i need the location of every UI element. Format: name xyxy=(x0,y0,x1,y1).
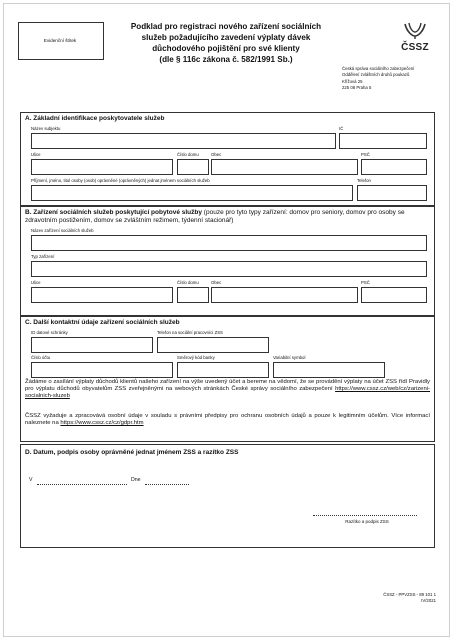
section-d-title: D. Datum, podpis osoby oprávněné jednat jménem ZSS a razítko ZSS xyxy=(25,449,239,456)
signature-caption: Razítko a podpis ZSS xyxy=(345,519,389,524)
facility-house-number-input[interactable] xyxy=(177,287,209,303)
phone-input[interactable] xyxy=(357,185,427,201)
label-town: Obec xyxy=(211,280,222,285)
place-label: V xyxy=(29,477,33,483)
form-code: ČSSZ - PPVZSS - 89 101 1 xyxy=(383,592,436,597)
rules-link[interactable]: https://www.cssz.cz/web/cz/zarizeni-socialnich-sluzeb xyxy=(25,386,431,400)
form-title xyxy=(110,21,342,65)
title-line: služeb požadujícího zavedení výplaty dávek xyxy=(141,33,311,42)
town-input[interactable] xyxy=(211,159,358,175)
label-phone: Telefon xyxy=(357,178,371,183)
section-b-title xyxy=(25,209,430,225)
label-house-number: Číslo domu xyxy=(177,152,199,157)
title-line: Podklad pro registraci nového zařízení sociálních xyxy=(130,22,322,31)
facility-psc-input[interactable] xyxy=(361,287,427,303)
label-account-number: Číslo účtu xyxy=(31,355,51,360)
psc-input[interactable] xyxy=(361,159,427,175)
gdpr-text: ČSSZ vyžaduje a zpracovává osobní údaje v souladu s právními předpisy pro ochranu osobních údajů a pouze k legitimním účelům. Více informací naleznete na xyxy=(25,413,430,427)
address-line: Oddělení zvláštních druhů poukazů xyxy=(342,72,410,78)
label-authorized-person: Příjmení, jméno, titul osoby (osob) oprávněné (oprávněných) jednat jménem sociálních služeb xyxy=(31,178,210,183)
section-c-title: C. Další kontaktní údaje zařízení sociálních služeb xyxy=(25,319,180,326)
label-town: Obec xyxy=(211,152,222,157)
label-facility-name: Název zařízení sociálních služeb xyxy=(31,228,94,233)
section-b-title-bold: B. Zařízení sociálních služeb poskytující pobytové služby xyxy=(25,209,202,216)
variable-symbol-input[interactable] xyxy=(273,362,385,378)
ic-input[interactable] xyxy=(339,133,427,149)
label-ic: IČ xyxy=(339,126,344,131)
section-a-title: A. Základní identifikace poskytovatele služeb xyxy=(25,115,165,122)
label-data-box-id: ID datové schránky xyxy=(31,330,68,335)
label-street: Ulice xyxy=(31,280,41,285)
place-input[interactable] xyxy=(37,484,127,485)
form-version: IV/2021 xyxy=(421,598,436,603)
payout-consent-paragraph xyxy=(25,379,430,401)
authorized-person-input[interactable] xyxy=(31,185,353,201)
section-c xyxy=(20,316,435,442)
label-psc: PSČ xyxy=(361,280,370,285)
address-line: Křížová 25 xyxy=(342,78,363,84)
stamp-label: Evidenční štítek xyxy=(43,38,77,43)
subject-name-input[interactable] xyxy=(31,133,336,149)
label-facility-type: Typ zařízení xyxy=(31,254,55,259)
section-b xyxy=(20,206,435,316)
gdpr-link[interactable]: https://www.cssz.cz/cz/gdpr.htm xyxy=(60,420,144,427)
data-box-id-input[interactable] xyxy=(31,337,153,353)
account-number-input[interactable] xyxy=(31,362,173,378)
office-address xyxy=(342,66,442,92)
form-footer xyxy=(356,592,436,604)
label-subject-name: Název subjektu xyxy=(31,126,61,131)
label-variable-symbol: Variabilní symbol xyxy=(273,355,306,360)
gdpr-paragraph xyxy=(25,413,430,427)
house-number-input[interactable] xyxy=(177,159,209,175)
label-worker-phone: Telefon na sociální pracovníci ZSS xyxy=(157,330,223,335)
label-bank-code: Směrový kód banky xyxy=(177,355,215,360)
label-street: Ulice xyxy=(31,152,41,157)
date-label: Dne xyxy=(131,477,141,483)
section-a xyxy=(20,112,435,206)
signature-line[interactable] xyxy=(313,515,417,516)
facility-town-input[interactable] xyxy=(211,287,358,303)
section-b-title-note: (pouze pro tyto typy zařízení: domov pro seniory, domov pro osoby se zdravotním postižením, domov se zvláštním režimem, týdenní stacionář) xyxy=(25,209,405,225)
title-line: důchodového pojištění pro své klienty xyxy=(152,44,300,53)
address-line: 225 08 Praha 5 xyxy=(342,85,372,91)
street-input[interactable] xyxy=(31,159,173,175)
label-house-number: Číslo domu xyxy=(177,280,199,285)
logo-text: ČSSZ xyxy=(401,42,429,53)
facility-street-input[interactable] xyxy=(31,287,173,303)
address-line: Česká správa sociálního zabezpečení xyxy=(342,66,415,71)
date-input[interactable] xyxy=(145,484,189,485)
facility-name-input[interactable] xyxy=(31,235,427,251)
label-psc: PSČ xyxy=(361,152,370,157)
title-line: (dle § 116c zákona č. 582/1991 Sb.) xyxy=(159,55,293,64)
worker-phone-input[interactable] xyxy=(157,337,269,353)
bank-code-input[interactable] xyxy=(177,362,269,378)
facility-type-input[interactable] xyxy=(31,261,427,277)
section-d xyxy=(20,444,435,548)
payout-consent-text: Žádáme o zasílání výplaty důchodů klientů našeho zařízení na výše uvedený účet a bereme na vědomí, že se provádění výplaty na účet ZSS řídí Pravidly pro výplatu důchodů obyvatelům ZSS zveřejněnými na webových stránkách České správy sociálního zabezpečení xyxy=(25,379,430,393)
